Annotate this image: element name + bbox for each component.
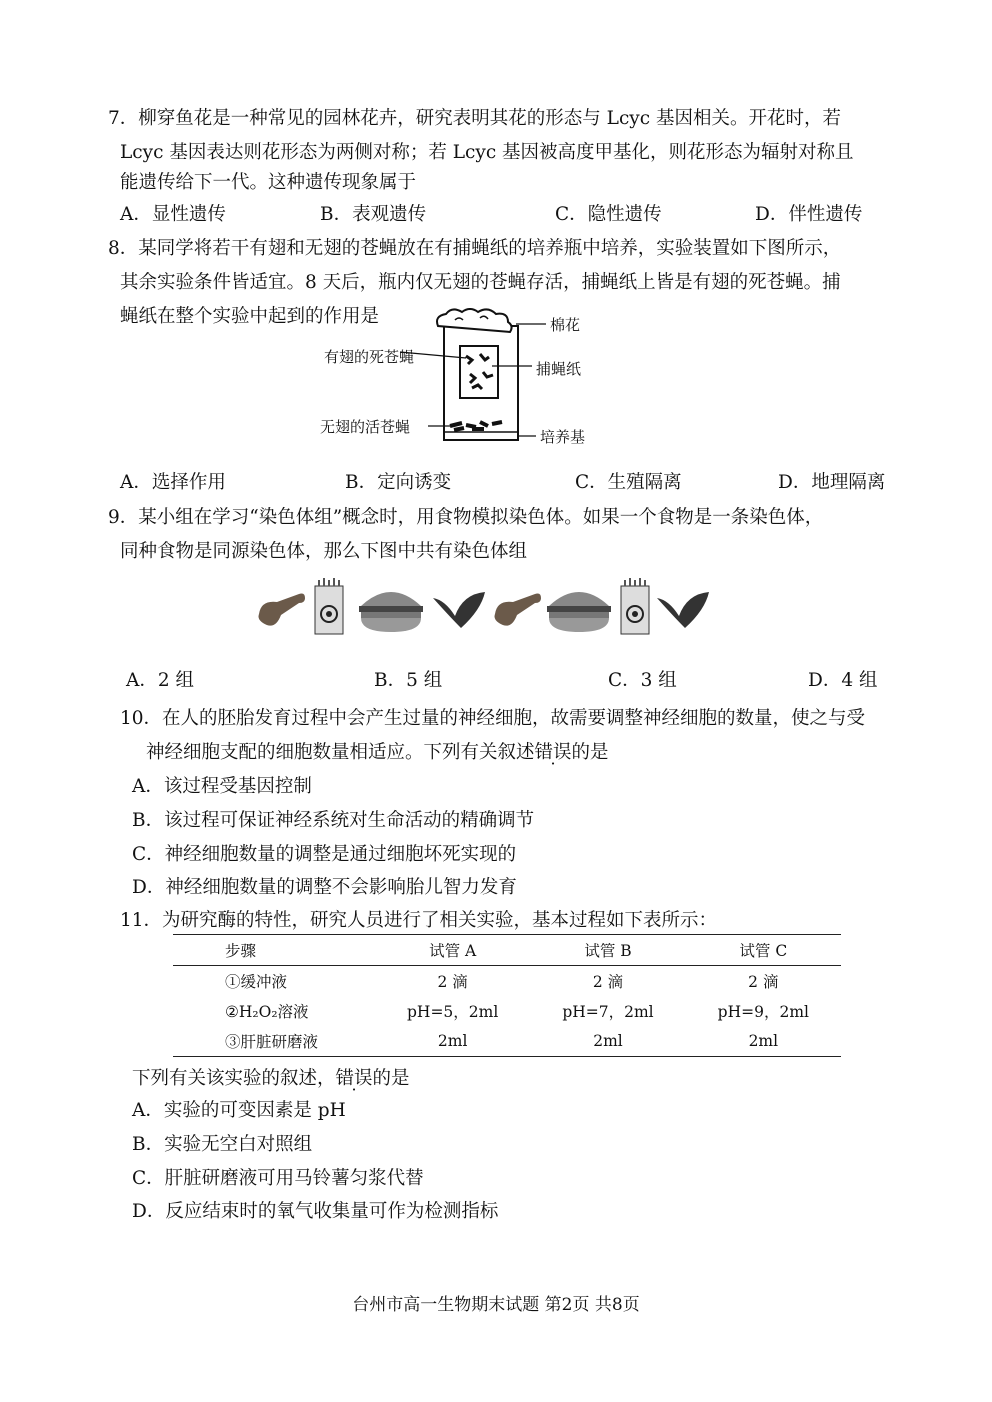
page-footer: 台州市高一生物期末试题 第2页 共8页 [352, 1295, 640, 1315]
table-header-tube-a: 试管 A [375, 935, 530, 966]
table-header-step: 步骤 [173, 935, 375, 966]
label-cotton: 棉花 [550, 316, 581, 334]
q7-line-3: 能遗传给下一代。这种遗传现象属于 [120, 172, 417, 193]
chicken-leg-icon [495, 594, 542, 626]
q9-line-2: 同种食物是同源染色体，那么下图中共有染色体组 [120, 541, 528, 562]
enzyme-table [173, 934, 841, 1057]
q8-line-1: 8．某同学将若干有翅和无翅的苍蝇放在有捕蝇纸的培养瓶中培养，实验装置如下图所示， [108, 238, 842, 259]
q10-line-1: 10．在人的胚胎发育过程中会产生过量的神经细胞，故需要调整神经细胞的数量，使之与受 [120, 708, 866, 729]
q10-line-2-post: 的是 [571, 742, 609, 763]
q9-line-1: 9．某小组在学习“染色体组”概念时，用食物模拟染色体。如果一个食物是一条染色体， [108, 507, 824, 528]
q10-line-2 [146, 740, 609, 766]
table-cell: pH=9，2ml [717, 1003, 809, 1021]
q10-emphasis: 错误 [534, 742, 572, 763]
q7-option-a: A．显性遗传 [120, 204, 226, 225]
table-cell: 2ml [375, 1026, 530, 1057]
q11-option-c: C．肝脏研磨液可用马铃薯匀浆代替 [132, 1168, 424, 1189]
q8-line-2: 其余实验条件皆适宜。8 天后，瓶内仅无翅的苍蝇存活，捕蝇纸上皆是有翅的死苍蝇。捕 [120, 272, 841, 293]
fly-bottle-figure [320, 308, 620, 458]
table-cell: 2 滴 [437, 973, 468, 991]
q8-option-a: A．选择作用 [120, 472, 226, 493]
cotton-icon [437, 309, 512, 332]
burger-icon [547, 592, 611, 632]
q10-option-d: D．神经细胞数量的调整不会影响胎儿智力发育 [132, 877, 517, 898]
q9-option-a: A．2 组 [126, 670, 195, 691]
table-cell: pH=7，2ml [562, 1003, 654, 1021]
flypaper [460, 346, 498, 398]
label-dead-fly: 有翅的死苍蝇 [324, 348, 415, 366]
chicken-leg-icon [259, 594, 306, 626]
q9-option-d: D．4 组 [808, 670, 878, 691]
q7-line-2: Lcyc 基因表达则花形态为两侧对称；若 Lcyc 基因被高度甲基化，则花形态为辐射对称且 [120, 142, 854, 163]
q8-option-b: B．定向诱变 [345, 472, 452, 493]
q11-option-d: D．反应结束时的氧气收集量可作为检测指标 [132, 1201, 499, 1222]
fries-icon [621, 578, 649, 634]
q11-after-pre: 下列有关该实验的叙述， [132, 1068, 336, 1089]
table-header-tube-b: 试管 B [530, 935, 685, 966]
table-header-tube-c: 试管 C [686, 935, 841, 966]
q7-option-b: B．表观遗传 [320, 204, 427, 225]
q10-line-2-pre: 神经细胞支配的细胞数量相适应。下列有关叙述 [146, 742, 535, 763]
chicken-wing-icon [433, 592, 485, 628]
table-row [173, 966, 841, 997]
table-cell: 2ml [530, 1026, 685, 1057]
q8-option-c: C．生殖隔离 [575, 472, 682, 493]
q11-option-a: A．实验的可变因素是 pH [132, 1100, 346, 1121]
q8-line-3: 蝇纸在整个实验中起到的作用是 [120, 306, 380, 327]
q10-option-b: B．该过程可保证神经系统对生命活动的精确调节 [132, 810, 535, 831]
q10-option-c: C．神经细胞数量的调整是通过细胞坏死实现的 [132, 844, 517, 865]
table-row [173, 1026, 841, 1057]
q11-emphasis: 错误 [335, 1068, 373, 1089]
q7-option-c: C．隐性遗传 [555, 204, 662, 225]
q11-line-1: 11．为研究酶的特性，研究人员进行了相关实验，基本过程如下表所示： [120, 910, 718, 931]
table-cell: 2 滴 [592, 973, 624, 991]
q9-option-c: C．3 组 [608, 670, 677, 691]
label-medium: 培养基 [540, 428, 586, 446]
q7-line-1: 7．柳穿鱼花是一种常见的园林花卉，研究表明其花的形态与 Lcyc 基因相关。开花时，若 [108, 108, 841, 129]
table-cell: ①缓冲液 [225, 973, 288, 991]
table-cell: ③肝脏研磨液 [173, 1026, 375, 1057]
q11-option-b: B．实验无空白对照组 [132, 1134, 313, 1155]
live-wingless-flies [450, 422, 502, 430]
q8-option-d: D．地理隔离 [778, 472, 886, 493]
label-flypaper: 捕蝇纸 [536, 360, 582, 378]
q7-option-d: D．伴性遗传 [755, 204, 863, 225]
q11-after-post: 的是 [372, 1068, 410, 1089]
q11-after-line [132, 1066, 410, 1092]
table-cell: pH=5，2ml [407, 1003, 499, 1021]
table-cell: 2ml [686, 1026, 841, 1057]
q9-option-b: B．5 组 [374, 670, 443, 691]
chicken-wing-icon [657, 592, 709, 628]
fries-icon [315, 578, 343, 634]
table-cell: ②H₂O₂溶液 [225, 1003, 309, 1021]
table-row [173, 996, 841, 1026]
label-live-fly: 无翅的活苍蝇 [320, 418, 411, 436]
q10-option-a: A．该过程受基因控制 [132, 776, 312, 797]
food-row [255, 578, 715, 640]
table-cell: 2 滴 [748, 973, 779, 991]
burger-icon [359, 592, 423, 632]
